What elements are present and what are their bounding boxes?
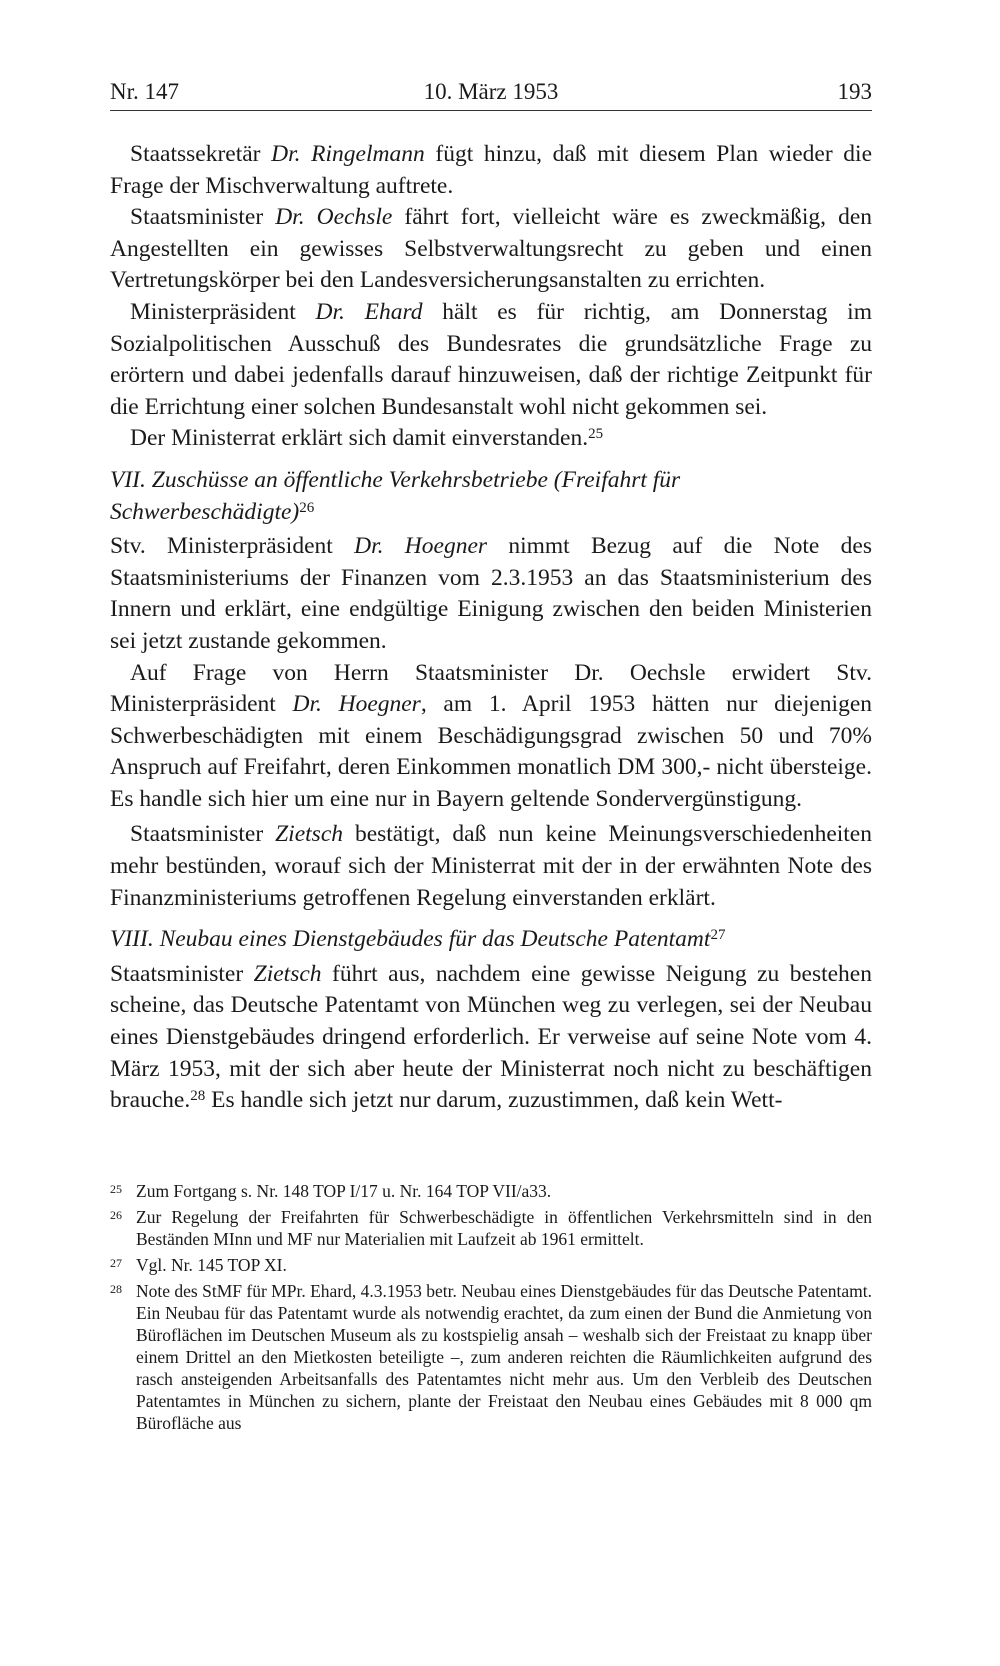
footnote (110, 1280, 872, 1434)
paragraph-text: Staatsminister (130, 821, 276, 848)
footnote-number: 27 (110, 1256, 122, 1270)
paragraph-text: Der Ministerrat erklärt sich damit einverstanden. (130, 425, 589, 452)
paragraph (110, 658, 872, 816)
paragraph (110, 423, 872, 455)
paragraph (110, 819, 872, 914)
paragraph-text: fährt fort, vielleicht wäre es zweckmäßig, den Angestellten ein gewisses Selbstverwaltungsrecht zu geben und einen Vertretungskörper bei den Landesversicherungsanstalten zu errichten. (110, 204, 872, 294)
paragraph-text: fügt hinzu, daß mit diesem Plan wieder die Frage der Mischverwaltung auftrete. (110, 141, 872, 199)
section-title: VIII. Neubau eines Dienstgebäudes für das Deutsche Patentamt (110, 926, 711, 953)
page (110, 78, 872, 1117)
page-number: 193 (837, 79, 872, 104)
document-number: Nr. 147 (110, 79, 179, 104)
footnote (110, 1254, 872, 1276)
footnote-text: Zur Regelung der Freifahrten für Schwerbeschädigte in öffentlichen Verkehrsmitteln sind in den Beständen MInn und MF nur Materialien mit Laufzeit ab 1961 ermittelt. (136, 1207, 872, 1249)
paragraph (110, 202, 872, 297)
paragraph-text: , am 1. April 1953 hätten nur diejenigen Schwerbeschädigten mit einem Beschädigungsgrad zwischen 50 und 70% Anspruch auf Freifahrt, deren Einkommen monatlich DM 300,- nicht übersteige. Es handle sich hier um eine nur in Bayern geltende Sondervergünstigung. (110, 691, 873, 812)
document-date: 10. März 1953 (423, 79, 559, 104)
paragraph-text: Staatssekretär (130, 141, 272, 167)
running-head (110, 78, 872, 111)
paragraph-text: Es handle sich jetzt nur darum, zuzustimmen, daß kein Wett- (205, 1087, 783, 1114)
paragraph-text: Staatsminister (130, 204, 276, 231)
paragraph (110, 959, 872, 1117)
section-title: VII. Zuschüsse an öffentliche Verkehrsbetriebe (Freifahrt für Schwerbeschädigte) (110, 466, 681, 525)
footnotes (110, 1180, 872, 1438)
paragraph-text: führt aus, nachdem eine gewisse Neigung zu bestehen scheine, das Deutsche Patentamt von München weg zu verlegen, sei der Neubau eines Dienstgebäudes dringend erforderlich. Er verweise auf seine Note vom 4. März 1953, mit der sich aber heute der Ministerrat noch nicht zu beschäftigen brauche. (110, 960, 872, 1114)
person-name: Zietsch (253, 960, 322, 987)
section-heading-viii (110, 924, 872, 956)
paragraph (110, 531, 872, 657)
paragraph (110, 139, 872, 202)
section-heading-vii (110, 465, 872, 528)
footnote (110, 1180, 872, 1202)
footnote-number: 26 (110, 1208, 122, 1222)
footnote-number: 28 (110, 1282, 122, 1296)
footnote-text: Zum Fortgang s. Nr. 148 TOP I/17 u. Nr. 164 TOP VII/a33. (136, 1181, 552, 1201)
footnote (110, 1206, 872, 1250)
person-name: Dr. Ehard (315, 298, 423, 325)
body-text (110, 139, 872, 1117)
person-name: Dr. Hoegner (292, 691, 421, 718)
person-name: Dr. Hoegner (354, 533, 488, 560)
paragraph-text: Ministerpräsident (130, 298, 316, 325)
paragraph-text: hält es für richtig, am Donnerstag im Sozialpolitischen Ausschuß des Bundesrates die grundsätzliche Frage zu erörtern und dabei jedenfalls darauf hinzuweisen, daß der richtige Zeitpunkt für die Errichtung einer solchen Bundesanstalt wohl nicht gekommen sei. (110, 298, 872, 420)
footnote-ref[interactable]: 28 (190, 1088, 206, 1105)
person-name: Zietsch (275, 821, 343, 848)
footnote-ref[interactable]: 26 (299, 499, 315, 516)
footnote-text: Vgl. Nr. 145 TOP XI. (136, 1255, 287, 1275)
paragraph-text: Stv. Ministerpräsident (110, 533, 355, 560)
paragraph-text: Auf Frage von Herrn Staatsminister Dr. Oechsle erwidert Stv. Ministerpräsident (110, 659, 872, 718)
paragraph-text: bestätigt, daß nun keine Meinungsverschiedenheiten mehr bestünden, worauf sich der Ministerrat mit der in der erwähnten Note des Finanzministeriums getroffenen Regelung einverstanden erklärt. (110, 821, 872, 911)
paragraph-text: Staatsminister (110, 960, 254, 987)
person-name: Dr. Ringelmann (271, 141, 425, 167)
footnote-ref[interactable]: 25 (588, 426, 604, 443)
footnote-ref[interactable]: 27 (710, 927, 726, 944)
person-name: Dr. Oechsle (275, 204, 393, 231)
footnote-text: Note des StMF für MPr. Ehard, 4.3.1953 betr. Neubau eines Dienstgebäudes für das Deutsche Patentamt. Ein Neubau für das Patentamt wurde als notwendig erachtet, da zum einen der Bund die Anmietung von Büroflächen im Deutschen Museum als zu kostspielig ansah – weshalb sich der Freistaat zu knapp über einem Drittel an den Mietkosten beteiligte –, zum anderen reichten die Räumlichkeiten aufgrund des rasch ansteigenden Arbeitsanfalls des Patentamtes nicht mehr aus. Um den Verbleib des Deutschen Patentamtes in München zu sichern, plante der Freistaat den Neubau eines Gebäudes mit 8 000 qm Bürofläche aus (136, 1281, 872, 1433)
paragraph-text: nimmt Bezug auf die Note des Staatsministeriums der Finanzen vom 2.3.1953 an das Staatsministerium des Innern und erklärt, eine endgültige Einigung zwischen den beiden Ministerien sei jetzt zustande gekommen. (110, 533, 872, 654)
footnote-number: 25 (110, 1182, 122, 1196)
paragraph (110, 297, 872, 423)
